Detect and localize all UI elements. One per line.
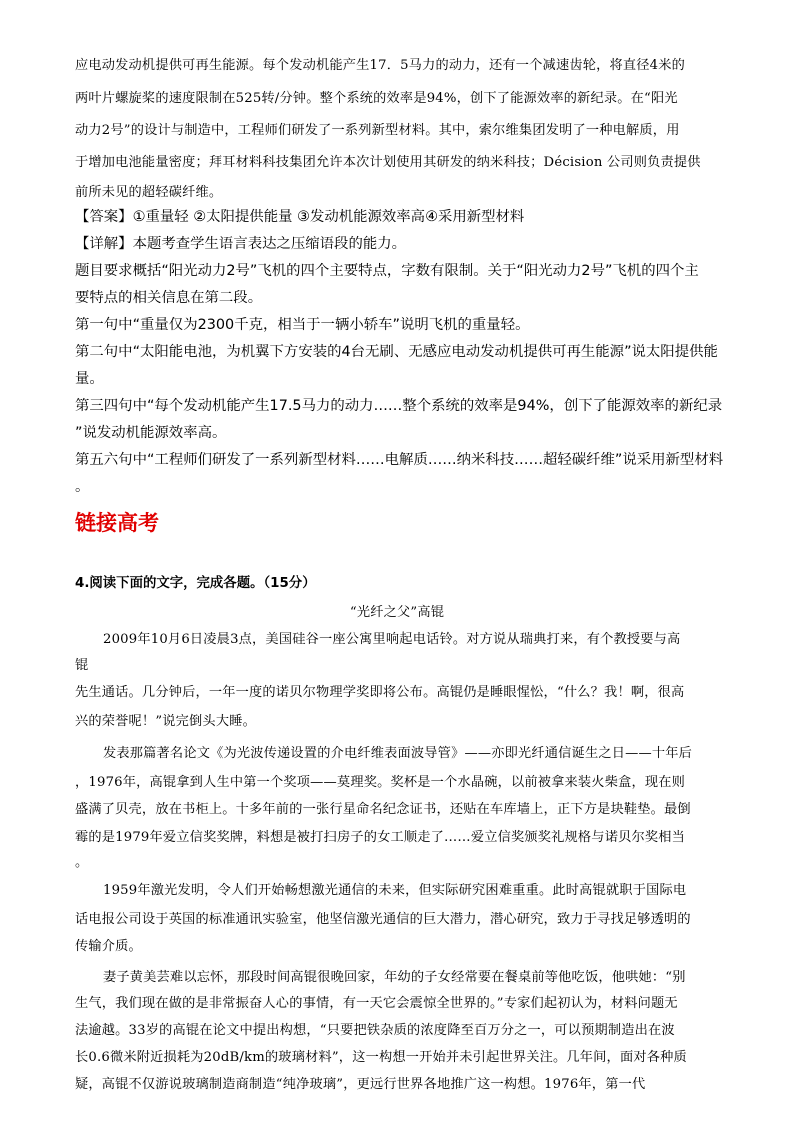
passage-line: 兴的荣誉呢！”说完倒头大睡。	[75, 714, 256, 729]
passage-line: 先生通话。几分钟后，一年一度的诺贝尔物理学奖即将公布。高锟仍是睡眼惺忪，“什么？我！啊，很高	[75, 685, 685, 700]
analysis-text: 本题考查学生语言表达之压缩语段的能力。	[132, 236, 407, 252]
passage-line: 。	[75, 855, 89, 870]
passage-line: 话电报公司设于英国的标准通讯实验室，他坚信激光通信的巨大潜力，潜心研究，致力于寻找足够透明的	[75, 912, 691, 927]
passage-line: 霉的是1979年爱立信奖奖牌，料想是被打扫房子的女工顺走了……爱立信奖颁奖礼规格与诺贝尔奖相当	[75, 830, 686, 845]
analysis-line: 第五六句中“工程师们研发了一系列新型材料……电解质……纳米科技……超轻碳纤维”说采用新型材料	[75, 452, 724, 468]
analysis-line: 第二句中“太阳能电池，为机翼下方安装的4台无刷、无感应电动发动机提供可再生能源”说太阳提供能	[75, 344, 718, 360]
analysis-line: 。	[75, 479, 90, 495]
analysis-line: ”说发动机能源效率高。	[75, 425, 227, 441]
passage-line: 锟	[75, 658, 89, 673]
passage-line: 长0.6微米附近损耗为20dB/km的玻璃材料”，这一构想一开始并未引起世界关注。几年间，面对各种质	[75, 1050, 687, 1065]
passage-line: 妻子黄美芸难以忘怀，那段时间高锟很晚回家，年幼的子女经常要在餐桌前等他吃饭，他哄她：“别	[103, 970, 686, 985]
passage-title: “光纤之父”高锟	[349, 605, 445, 620]
section-heading: 链接高考	[75, 511, 159, 535]
analysis-tag: 【详解】	[75, 236, 133, 252]
passage-line: 2009年10月6日凌晨3点，美国硅谷一座公寓里响起电话铃。对方说从瑞典打来，有个教授要与高	[103, 632, 681, 647]
passage-line: 1959年激光发明，令人们开始畅想激光通信的未来，但实际研究困难重重。此时高锟就职于国际电	[103, 883, 687, 898]
intro-line: 两叶片螺旋桨的速度限制在525转/分钟。整个系统的效率是94%，创下了能源效率的新纪录。在“阳光	[75, 91, 678, 106]
passage-line: ，1976年，高锟拿到人生中第一个奖项——莫理奖。奖杯是一个水晶碗，以前被拿来装火柴盒，现在则	[75, 775, 686, 790]
intro-line: 前所未见的超轻碳纤维。	[75, 185, 223, 200]
answer-text: ①重量轻 ②太阳提供能量 ③发动机能源效率高④采用新型材料	[132, 209, 525, 225]
passage-line: 盛满了贝壳，放在书柜上。十多年前的一张行星命名纪念证书，还贴在车库墙上，正下方是块鞋垫。最倒	[75, 802, 691, 817]
answer-line	[75, 205, 524, 226]
analysis-line	[75, 232, 406, 253]
intro-line: 于增加电池能量密度；拜耳材料科技集团允许本次计划使用其研发的纳米科技；Décision 公司则负责提供	[75, 155, 701, 170]
intro-line: 应电动发动机提供可再生能源。每个发动机能产生17．5马力的动力，还有一个减速齿轮，将直径4米的	[75, 58, 686, 73]
analysis-line: 量。	[75, 371, 104, 387]
passage-line: 生气，我们现在做的是非常振奋人心的事情，有一天它会震惊全世界的。”专家们起初认为，材料问题无	[75, 996, 678, 1011]
passage-line: 法逾越。33岁的高锟在论文中提出构想，“只要把铁杂质的浓度降至百万分之一，可以预期制造出在波	[75, 1023, 675, 1038]
question-title: 4.阅读下面的文字，完成各题。（15分）	[75, 576, 316, 591]
analysis-line: 第一句中“重量仅为2300千克，相当于一辆小轿车”说明飞机的重量轻。	[75, 317, 530, 333]
intro-line: 动力2号”的设计与制造中，工程师们研发了一系列新型材料。其中，索尔维集团发明了一种电解质，用	[75, 123, 680, 138]
analysis-line: 第三四句中“每个发动机能产生17.5马力的动力……整个系统的效率是94%，创下了能源效率的新纪录	[75, 398, 723, 414]
passage-line: 疑，高锟不仅游说玻璃制造商制造“纯净玻璃”，更远行世界各地推广这一构想。1976年，第一代	[75, 1077, 646, 1092]
answer-tag: 【答案】	[75, 209, 133, 225]
passage-line: 发表那篇著名论文《为光波传递设置的介电纤维表面波导管》——亦即光纤通信诞生之日——十年后	[103, 746, 693, 761]
passage-line: 传输介质。	[75, 939, 142, 954]
analysis-line: 题目要求概括“阳光动力2号”飞机的四个主要特点，字数有限制。关于“阳光动力2号”飞机的四个主	[75, 263, 699, 279]
analysis-line: 要特点的相关信息在第二段。	[75, 290, 263, 306]
